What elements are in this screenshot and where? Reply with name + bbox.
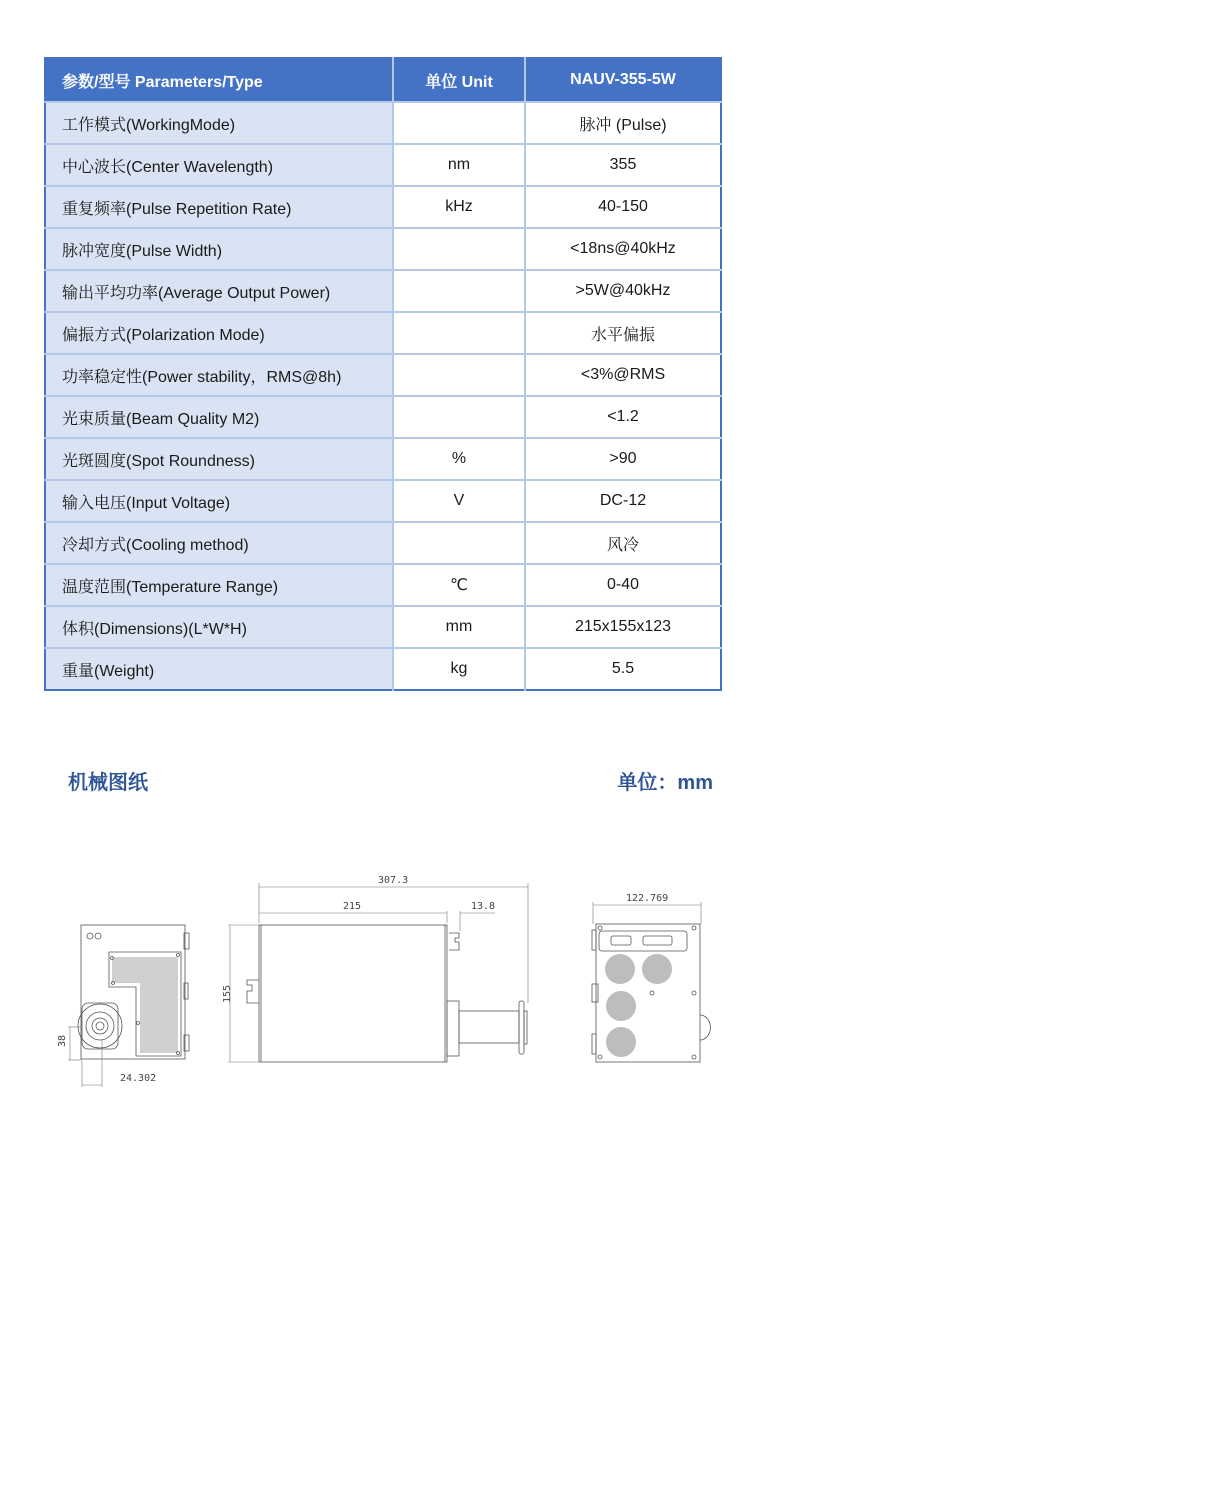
rear-view-drawing bbox=[580, 880, 720, 1070]
table-row bbox=[45, 228, 721, 270]
value-cell: DC-12 bbox=[525, 480, 721, 522]
value-cell: <1.2 bbox=[525, 396, 721, 438]
param-cell: 输出平均功率(Average Output Power) bbox=[45, 270, 393, 312]
param-cell: 功率稳定性(Power stability，RMS@8h) bbox=[45, 354, 393, 396]
dim-front-height: 38 bbox=[57, 1034, 68, 1047]
dim-side-height: 155 bbox=[222, 984, 233, 1003]
param-cell: 脉冲宽度(Pulse Width) bbox=[45, 228, 393, 270]
value-cell: 355 bbox=[525, 144, 721, 186]
table-row bbox=[45, 564, 721, 606]
unit-cell bbox=[393, 354, 525, 396]
spec-table bbox=[44, 57, 722, 691]
value-cell: <18ns@40kHz bbox=[525, 228, 721, 270]
unit-cell bbox=[393, 228, 525, 270]
value-cell: >90 bbox=[525, 438, 721, 480]
param-cell: 温度范围(Temperature Range) bbox=[45, 564, 393, 606]
table-row bbox=[45, 144, 721, 186]
table-header-row bbox=[45, 58, 721, 102]
table-row bbox=[45, 438, 721, 480]
table-row bbox=[45, 270, 721, 312]
unit-cell bbox=[393, 312, 525, 354]
param-cell: 输入电压(Input Voltage) bbox=[45, 480, 393, 522]
dim-front-width: 24.302 bbox=[120, 1073, 157, 1084]
param-cell: 重复频率(Pulse Repetition Rate) bbox=[45, 186, 393, 228]
value-cell: >5W@40kHz bbox=[525, 270, 721, 312]
unit-cell: mm bbox=[393, 606, 525, 648]
table-row bbox=[45, 648, 721, 690]
param-cell: 冷却方式(Cooling method) bbox=[45, 522, 393, 564]
value-cell: <3%@RMS bbox=[525, 354, 721, 396]
table-row bbox=[45, 186, 721, 228]
param-cell: 体积(Dimensions)(L*W*H) bbox=[45, 606, 393, 648]
param-cell: 中心波长(Center Wavelength) bbox=[45, 144, 393, 186]
header-param: 参数/型号 Parameters/Type bbox=[45, 58, 393, 102]
unit-cell: kHz bbox=[393, 186, 525, 228]
front-view-drawing bbox=[50, 915, 200, 1095]
header-unit: 单位 Unit bbox=[393, 58, 525, 102]
param-cell: 重量(Weight) bbox=[45, 648, 393, 690]
unit-cell bbox=[393, 102, 525, 144]
header-model: NAUV-355-5W bbox=[525, 58, 721, 102]
table-row bbox=[45, 102, 721, 144]
unit-cell: kg bbox=[393, 648, 525, 690]
dim-side-body: 215 bbox=[343, 901, 362, 912]
value-cell: 215x155x123 bbox=[525, 606, 721, 648]
param-cell: 偏振方式(Polarization Mode) bbox=[45, 312, 393, 354]
value-cell: 0-40 bbox=[525, 564, 721, 606]
drawings-section-title: 机械图纸 bbox=[68, 772, 148, 794]
unit-cell bbox=[393, 522, 525, 564]
table-row bbox=[45, 480, 721, 522]
table-row bbox=[45, 312, 721, 354]
unit-cell bbox=[393, 396, 525, 438]
param-cell: 光斑圆度(Spot Roundness) bbox=[45, 438, 393, 480]
param-cell: 光束质量(Beam Quality M2) bbox=[45, 396, 393, 438]
param-cell: 工作模式(WorkingMode) bbox=[45, 102, 393, 144]
unit-cell: ℃ bbox=[393, 564, 525, 606]
unit-label: 单位：mm bbox=[617, 772, 713, 794]
value-cell: 脉冲 (Pulse) bbox=[525, 102, 721, 144]
dim-side-offset: 13.8 bbox=[471, 901, 496, 912]
table-row bbox=[45, 354, 721, 396]
value-cell: 5.5 bbox=[525, 648, 721, 690]
unit-cell: % bbox=[393, 438, 525, 480]
unit-cell: nm bbox=[393, 144, 525, 186]
value-cell: 水平偏振 bbox=[525, 312, 721, 354]
dim-side-total: 307.3 bbox=[378, 875, 409, 886]
value-cell: 风冷 bbox=[525, 522, 721, 564]
unit-cell bbox=[393, 270, 525, 312]
table-row bbox=[45, 606, 721, 648]
value-cell: 40-150 bbox=[525, 186, 721, 228]
dim-rear-width: 122.769 bbox=[626, 893, 669, 904]
unit-cell: V bbox=[393, 480, 525, 522]
table-row bbox=[45, 522, 721, 564]
table-row bbox=[45, 396, 721, 438]
side-view-drawing bbox=[210, 865, 540, 1075]
